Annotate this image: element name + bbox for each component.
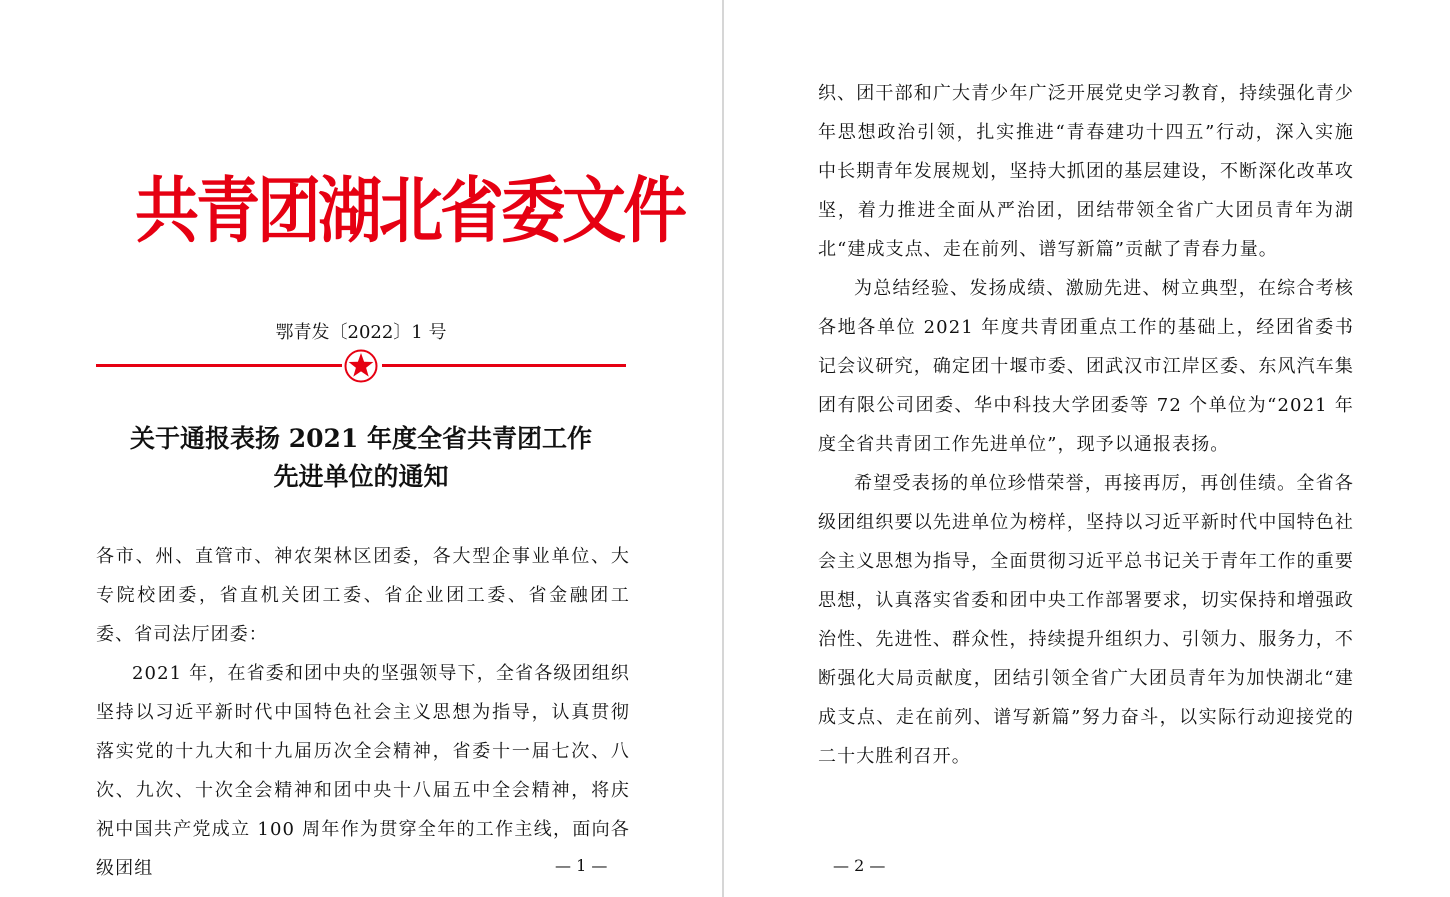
paragraph-2: 为总结经验、发扬成绩、激励先进、树立典型，在综合考核各地各单位 2021 年度共青团重点工作的基础上，经团省委书记会议研究，确定团十堰市委、团武汉市江岸区委、东风汽车集团有限公司团委、华中科技大学团委等 72 个单位为“2021 年度全省共青团工作先进单位”，现予以通报表扬。 [818, 278, 1354, 455]
red-rule-right [382, 364, 626, 367]
page-1-body [96, 537, 630, 888]
notice-title-line-2: 先进单位的通知 [273, 462, 449, 491]
red-star-icon [343, 348, 379, 384]
paragraph-1-continued: 织、团干部和广大青少年广泛开展党史学习教育，持续强化青少年思想政治引领，扎实推进“青春建功十四五”行动，深入实施中长期青年发展规划，坚持大抓团的基层建设，不断深化改革攻坚，着力推进全面从严治团，团结带领全省广大团员青年为湖北“建成支点、走在前列、谱写新篇”贡献了青春力量。 [818, 83, 1354, 260]
page-2-body [818, 74, 1354, 776]
page-2 [725, 0, 1450, 897]
page-divider [722, 0, 724, 897]
page-1 [0, 0, 722, 897]
notice-title [0, 420, 722, 496]
notice-title-line-1: 关于通报表扬 2021 年度全省共青团工作 [130, 424, 592, 453]
document-header-title: 共青团湖北省委文件 [135, 170, 684, 254]
page-number-1: — 1 — [555, 856, 608, 875]
page-number-2: — 2 — [833, 856, 886, 875]
paragraph-1: 2021 年，在省委和团中央的坚强领导下，全省各级团组织坚持以习近平新时代中国特色社会主义思想为指导，认真贯彻落实党的十九大和十九届历次全会精神，省委十一届七次、八次、九次、十次全会精神和团中央十八届五中全会精神，将庆祝中国共产党成立 100 周年作为贯穿全年的工作主线，面向各级团组 [96, 663, 630, 879]
addressee: 各市、州、直管市、神农架林区团委，各大型企事业单位、大专院校团委，省直机关团工委、省企业团工委、省金融团工委、省司法厅团委： [96, 546, 630, 645]
document-number: 鄂青发〔2022〕1 号 [275, 322, 447, 343]
paragraph-3: 希望受表扬的单位珍惜荣誉，再接再厉，再创佳绩。全省各级团组织要以先进单位为榜样，坚持以习近平新时代中国特色社会主义思想为指导，全面贯彻习近平总书记关于青年工作的重要思想，认真落实省委和团中央工作部署要求，切实保持和增强政治性、先进性、群众性，持续提升组织力、引领力、服务力，不断强化大局贡献度，团结引领全省广大团员青年为加快湖北“建成支点、走在前列、谱写新篇”努力奋斗，以实际行动迎接党的二十大胜利召开。 [818, 473, 1354, 767]
red-rule-left [96, 364, 342, 367]
